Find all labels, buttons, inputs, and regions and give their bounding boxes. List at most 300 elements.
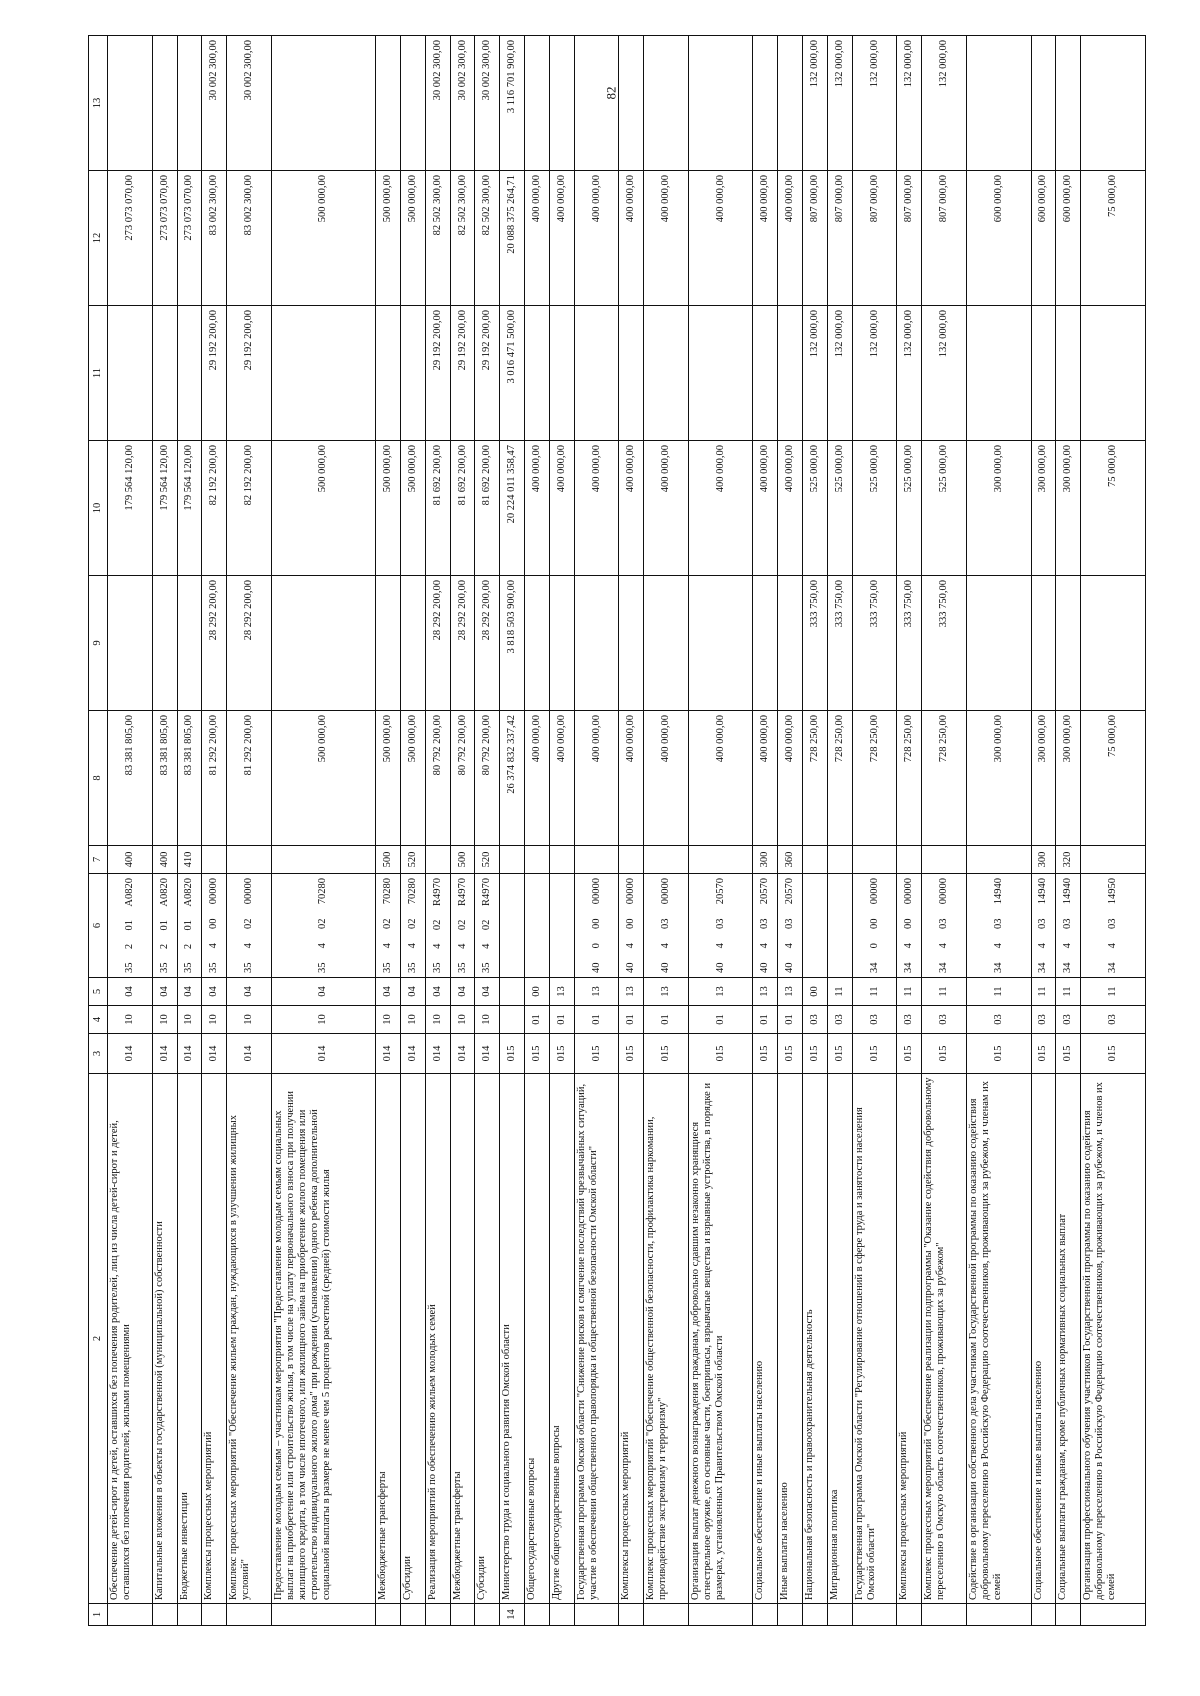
expense-type-cell (966, 846, 1031, 874)
target-article-part: R4970 (481, 878, 493, 907)
admin-code-cell: 015 (1056, 1034, 1081, 1074)
target-article-part: 4 (992, 943, 1004, 949)
expense-type-cell: 300 (753, 846, 778, 874)
target-article-parts (432, 877, 444, 974)
section-code-cell: 03 (827, 1006, 852, 1034)
amount-cell (152, 576, 177, 711)
expense-type-cell (852, 846, 897, 874)
description-cell: Другие общегосударственные вопросы (549, 1074, 574, 1604)
amount-cell (401, 306, 426, 441)
amount-cell (966, 576, 1031, 711)
row-number-cell (644, 1604, 689, 1626)
amount-cell: 728 250,00 (827, 711, 852, 846)
subsection-code-cell: 00 (525, 978, 550, 1006)
amount-cell: 400 000,00 (525, 441, 550, 576)
amount-cell: 525 000,00 (803, 441, 828, 576)
amount-cell (271, 306, 375, 441)
expense-type-cell (644, 846, 689, 874)
expense-type-cell: 300 (1031, 846, 1056, 874)
target-article-part: 14950 (1107, 878, 1119, 905)
amount-cell: 179 564 120,00 (152, 441, 177, 576)
page-number: 82 (603, 86, 619, 100)
target-article-part: 4 (660, 943, 672, 949)
admin-code-cell: 015 (574, 1034, 619, 1074)
table-row (753, 36, 778, 1626)
subsection-code-cell: 04 (376, 978, 401, 1006)
target-article-cell (966, 874, 1031, 978)
amount-cell: 3 016 471 500,00 (500, 306, 525, 441)
target-article-part: 14940 (1062, 878, 1074, 905)
expense-type-cell: 500 (376, 846, 401, 874)
target-article-part: 03 (660, 918, 672, 929)
target-article-part: 00 (625, 918, 637, 929)
expense-type-cell (688, 846, 753, 874)
row-number-cell (202, 1604, 227, 1626)
row-number-cell (1081, 1604, 1146, 1626)
amount-cell (644, 576, 689, 711)
target-article-cell (500, 874, 525, 978)
target-article-parts (993, 877, 1005, 974)
admin-code-cell: 015 (549, 1034, 574, 1074)
admin-code-cell: 014 (475, 1034, 500, 1074)
section-code-cell: 01 (688, 1006, 753, 1034)
amount-cell: 75 000,00 (1081, 441, 1146, 576)
amount-cell: 728 250,00 (922, 711, 967, 846)
amount-cell: 400 000,00 (619, 171, 644, 306)
table-row (376, 36, 401, 1626)
amount-cell: 81 692 200,00 (425, 441, 450, 576)
amount-cell: 273 073 070,00 (108, 171, 153, 306)
admin-code-cell: 015 (500, 1034, 525, 1074)
amount-cell: 28 292 200,00 (202, 576, 227, 711)
table-row (966, 36, 1031, 1626)
description-cell: Миграционная политика (827, 1074, 852, 1604)
target-article-part: 4 (759, 943, 771, 949)
amount-cell: 728 250,00 (852, 711, 897, 846)
amount-cell: 333 750,00 (897, 576, 922, 711)
target-article-part: 4 (1037, 943, 1049, 949)
amount-cell: 400 000,00 (619, 441, 644, 576)
description-cell: Комплексы процессных мероприятий (202, 1074, 227, 1604)
target-article-parts (159, 877, 171, 974)
target-article-cell (177, 874, 202, 978)
amount-cell: 75 000,00 (1081, 711, 1146, 846)
target-article-cell (753, 874, 778, 978)
amount-cell: 300 000,00 (966, 441, 1031, 576)
table-row (549, 36, 574, 1626)
amount-cell: 333 750,00 (827, 576, 852, 711)
subsection-code-cell: 00 (803, 978, 828, 1006)
target-article-part: 2 (183, 943, 195, 950)
target-article-parts (124, 877, 136, 974)
amount-cell: 29 192 200,00 (425, 306, 450, 441)
subsection-code-cell: 13 (619, 978, 644, 1006)
target-article-part: 35 (242, 962, 254, 973)
subsection-code-cell: 13 (644, 978, 689, 1006)
row-number-cell (549, 1604, 574, 1626)
amount-cell: 333 750,00 (803, 576, 828, 711)
target-article-parts (382, 877, 394, 974)
description-cell: Иные выплаты населению (778, 1074, 803, 1604)
target-article-part: 00000 (903, 878, 915, 905)
amount-cell: 81 292 200,00 (202, 711, 227, 846)
row-number-cell (177, 1604, 202, 1626)
amount-cell: 28 292 200,00 (475, 576, 500, 711)
target-article-part: 20570 (714, 878, 726, 905)
target-article-part: 03 (992, 918, 1004, 929)
amount-cell: 728 250,00 (897, 711, 922, 846)
target-article-part: 02 (317, 918, 329, 929)
amount-cell: 80 792 200,00 (450, 711, 475, 846)
table-row (1031, 36, 1056, 1626)
subsection-code-cell: 13 (688, 978, 753, 1006)
column-header: 7 (89, 846, 108, 874)
amount-cell: 30 002 300,00 (425, 36, 450, 171)
row-number-cell (475, 1604, 500, 1626)
description-cell: Межбюджетные трансферты (450, 1074, 475, 1604)
target-article-cell (549, 874, 574, 978)
section-code-cell: 10 (108, 1006, 153, 1034)
description-cell: Субсидии (475, 1074, 500, 1604)
amount-cell: 500 000,00 (401, 171, 426, 306)
table-row (1056, 36, 1081, 1626)
description-cell: Социальные выплаты гражданам, кроме публичных нормативных социальных выплат (1056, 1074, 1081, 1604)
amount-cell (1056, 576, 1081, 711)
section-code-cell: 03 (803, 1006, 828, 1034)
amount-cell: 333 750,00 (922, 576, 967, 711)
column-header: 13 (89, 36, 108, 171)
target-article-part: R4970 (456, 878, 468, 907)
amount-cell (619, 576, 644, 711)
amount-cell (1081, 306, 1146, 441)
row-number-cell (271, 1604, 375, 1626)
target-article-parts (903, 877, 915, 974)
description-cell: Обеспечение детей-сирот и детей, оставшихся без попечения родителей, лиц из числа детей-сирот и детей, оставшихся без попечения родителей, жилыми помещениями (108, 1074, 153, 1604)
column-header: 11 (89, 306, 108, 441)
amount-cell: 132 000,00 (827, 306, 852, 441)
admin-code-cell: 015 (922, 1034, 967, 1074)
expense-type-cell: 410 (177, 846, 202, 874)
description-cell: Государственная программа Омской области "Регулирование отношений в сфере труда и занятости населения Омской области" (852, 1074, 897, 1604)
amount-cell: 400 000,00 (549, 171, 574, 306)
amount-cell (177, 576, 202, 711)
row-number-cell (401, 1604, 426, 1626)
amount-cell: 400 000,00 (753, 711, 778, 846)
admin-code-cell: 014 (425, 1034, 450, 1074)
row-number-cell (619, 1604, 644, 1626)
target-article-part: 00000 (242, 878, 254, 905)
target-article-parts (407, 877, 419, 974)
row-number-cell (1031, 1604, 1056, 1626)
target-article-part: 35 (406, 962, 418, 973)
amount-cell: 400 000,00 (688, 441, 753, 576)
target-article-part: 02 (431, 919, 443, 931)
amount-cell: 600 000,00 (966, 171, 1031, 306)
expense-type-cell: 520 (401, 846, 426, 874)
amount-cell (753, 36, 778, 171)
section-code-cell: 10 (401, 1006, 426, 1034)
table-row (1081, 36, 1146, 1626)
amount-cell (1081, 576, 1146, 711)
amount-cell: 600 000,00 (1056, 171, 1081, 306)
amount-cell: 29 192 200,00 (202, 306, 227, 441)
target-article-parts (243, 877, 255, 974)
section-code-cell: 01 (574, 1006, 619, 1034)
row-number-cell (897, 1604, 922, 1626)
target-article-part: 0 (868, 943, 880, 949)
target-article-part: 2 (158, 943, 170, 950)
target-article-cell (778, 874, 803, 978)
amount-cell (1031, 306, 1056, 441)
target-article-cell (401, 874, 426, 978)
subsection-code-cell: 13 (778, 978, 803, 1006)
description-cell: Предоставление молодым семьям – участникам мероприятия "Предоставление молодым семьям социальных выплат на приобретение или строительство жилья, в том числе на уплату первоначального взноса при получении жилищного кредита, в том числе ипотечного, или жилищного займа на приобретение жилого помещения или строительство индивидуального жилого дома" при рождении (усыновлении) одного ребенка дополнительной социальной выплаты в размере не менее чем 5 процентов расчетной (средней) стоимости жилья (271, 1074, 375, 1604)
expense-type-cell: 320 (1056, 846, 1081, 874)
amount-cell: 30 002 300,00 (475, 36, 500, 171)
section-code-cell: 03 (966, 1006, 1031, 1034)
target-article-cell (227, 874, 272, 978)
amount-cell (401, 576, 426, 711)
table-row (271, 36, 375, 1626)
target-article-part: 03 (1062, 918, 1074, 929)
description-cell: Министерство труда и социального развития Омской области (500, 1074, 525, 1604)
amount-cell (549, 576, 574, 711)
column-header: 1 (89, 1604, 108, 1626)
target-article-part: 4 (1062, 943, 1074, 949)
amount-cell: 132 000,00 (827, 36, 852, 171)
amount-cell: 807 000,00 (827, 171, 852, 306)
amount-cell: 75 000,00 (1081, 171, 1146, 306)
amount-cell (376, 36, 401, 171)
target-article-part: 00000 (868, 878, 880, 905)
amount-cell: 400 000,00 (753, 171, 778, 306)
amount-cell: 81 692 200,00 (475, 441, 500, 576)
column-header: 8 (89, 711, 108, 846)
admin-code-cell: 015 (803, 1034, 828, 1074)
expense-type-cell (922, 846, 967, 874)
amount-cell: 82 192 200,00 (202, 441, 227, 576)
amount-cell: 132 000,00 (852, 36, 897, 171)
row-number-cell (108, 1604, 153, 1626)
description-cell: Общегосударственные вопросы (525, 1074, 550, 1604)
expense-type-cell (803, 846, 828, 874)
admin-code-cell: 014 (271, 1034, 375, 1074)
amount-cell: 400 000,00 (778, 171, 803, 306)
amount-cell (619, 306, 644, 441)
expense-type-cell (549, 846, 574, 874)
target-article-part: 35 (481, 962, 493, 973)
row-number-cell (803, 1604, 828, 1626)
target-article-parts (457, 877, 469, 974)
target-article-part: 00000 (660, 878, 672, 905)
row-number-cell (574, 1604, 619, 1626)
target-article-part: 40 (714, 962, 726, 973)
target-article-cell (1031, 874, 1056, 978)
column-header: 3 (89, 1034, 108, 1074)
target-article-part: A0820 (183, 878, 195, 907)
target-article-part: 00000 (208, 878, 220, 905)
description-cell: Национальная безопасность и правоохранительная деятельность (803, 1074, 828, 1604)
amount-cell: 500 000,00 (401, 441, 426, 576)
target-article-part: 03 (1037, 918, 1049, 929)
amount-cell: 132 000,00 (852, 306, 897, 441)
target-article-parts (183, 877, 195, 974)
amount-cell: 400 000,00 (753, 441, 778, 576)
amount-cell (688, 36, 753, 171)
expense-type-cell (202, 846, 227, 874)
amount-cell (778, 36, 803, 171)
amount-cell: 3 818 503 900,00 (500, 576, 525, 711)
subsection-code-cell: 04 (177, 978, 202, 1006)
amount-cell: 400 000,00 (525, 171, 550, 306)
row-number-cell (827, 1604, 852, 1626)
section-code-cell: 10 (152, 1006, 177, 1034)
subsection-code-cell: 04 (202, 978, 227, 1006)
admin-code-cell: 015 (753, 1034, 778, 1074)
row-number-cell (778, 1604, 803, 1626)
amount-cell: 500 000,00 (376, 711, 401, 846)
expense-type-cell: 500 (450, 846, 475, 874)
amount-cell: 83 002 300,00 (202, 171, 227, 306)
admin-code-cell: 014 (202, 1034, 227, 1074)
amount-cell: 300 000,00 (966, 711, 1031, 846)
target-article-cell (425, 874, 450, 978)
subsection-code-cell: 11 (1056, 978, 1081, 1006)
amount-cell (778, 306, 803, 441)
amount-cell: 807 000,00 (803, 171, 828, 306)
table-row (450, 36, 475, 1626)
target-article-parts (869, 877, 881, 974)
target-article-part: 35 (208, 962, 220, 973)
amount-cell: 132 000,00 (922, 36, 967, 171)
table-row (619, 36, 644, 1626)
amount-cell (108, 576, 153, 711)
section-code-cell: 03 (922, 1006, 967, 1034)
target-article-cell (152, 874, 177, 978)
amount-cell (271, 576, 375, 711)
row-number-cell: 14 (500, 1604, 525, 1626)
amount-cell: 179 564 120,00 (177, 441, 202, 576)
description-cell: Комплексы процессных мероприятий (619, 1074, 644, 1604)
admin-code-cell: 015 (1031, 1034, 1056, 1074)
target-article-part: 02 (406, 918, 418, 929)
amount-cell (1056, 36, 1081, 171)
section-code-cell (500, 1006, 525, 1034)
target-article-part: 35 (317, 962, 329, 973)
target-article-parts (1107, 877, 1119, 974)
target-article-part: 02 (382, 918, 394, 929)
amount-cell: 80 792 200,00 (425, 711, 450, 846)
amount-cell (525, 36, 550, 171)
amount-cell (549, 306, 574, 441)
target-article-parts (660, 877, 672, 974)
description-cell: Комплекс процессных мероприятий "Обеспечение реализации подпрограммы "Оказание содействия добровольному переселению в Омскую область соотечественников, проживающих за рубежом" (922, 1074, 967, 1604)
amount-cell: 400 000,00 (688, 171, 753, 306)
amount-cell (966, 36, 1031, 171)
target-article-part: R4970 (431, 878, 443, 907)
table-row (803, 36, 828, 1626)
amount-cell: 728 250,00 (803, 711, 828, 846)
amount-cell: 400 000,00 (778, 711, 803, 846)
amount-cell: 400 000,00 (549, 711, 574, 846)
table-row (525, 36, 550, 1626)
amount-cell: 132 000,00 (803, 36, 828, 171)
section-code-cell: 03 (1031, 1006, 1056, 1034)
table-row (827, 36, 852, 1626)
table-row (152, 36, 177, 1626)
target-article-cell (271, 874, 375, 978)
amount-cell: 300 000,00 (1031, 441, 1056, 576)
amount-cell: 807 000,00 (897, 171, 922, 306)
amount-cell: 82 502 300,00 (450, 171, 475, 306)
amount-cell: 3 116 701 900,00 (500, 36, 525, 171)
section-code-cell: 10 (227, 1006, 272, 1034)
column-header: 5 (89, 978, 108, 1006)
target-article-part: A0820 (123, 878, 135, 907)
admin-code-cell: 015 (778, 1034, 803, 1074)
subsection-code-cell: 11 (852, 978, 897, 1006)
amount-cell: 500 000,00 (401, 711, 426, 846)
row-number-cell (450, 1604, 475, 1626)
target-article-cell (108, 874, 153, 978)
description-cell: Содействие в организации собственного дела участникам Государственной программы по оказанию содействия добровольному переселению в Российскую Федерацию соотечественников, проживающих за рубежом, и членам их семей (966, 1074, 1031, 1604)
target-article-cell (574, 874, 619, 978)
target-article-part: 4 (406, 943, 418, 949)
amount-cell: 525 000,00 (827, 441, 852, 576)
row-number-cell (425, 1604, 450, 1626)
target-article-part: 4 (481, 943, 493, 949)
target-article-part: 4 (784, 943, 796, 949)
amount-cell: 400 000,00 (688, 711, 753, 846)
description-cell: Межбюджетные трансферты (376, 1074, 401, 1604)
amount-cell (401, 36, 426, 171)
amount-cell (177, 306, 202, 441)
target-article-part: 00000 (590, 878, 602, 905)
row-number-cell (1056, 1604, 1081, 1626)
amount-cell: 29 192 200,00 (227, 306, 272, 441)
section-code-cell: 10 (475, 1006, 500, 1034)
section-code-cell: 03 (1056, 1006, 1081, 1034)
target-article-parts (759, 877, 771, 974)
section-code-cell: 10 (376, 1006, 401, 1034)
subsection-code-cell: 11 (922, 978, 967, 1006)
table-row (202, 36, 227, 1626)
target-article-parts (317, 877, 329, 974)
amount-cell: 179 564 120,00 (108, 441, 153, 576)
amount-cell: 300 000,00 (1056, 441, 1081, 576)
target-article-part: 40 (625, 962, 637, 973)
target-article-part: A0820 (158, 878, 170, 907)
amount-cell: 400 000,00 (574, 171, 619, 306)
amount-cell: 273 073 070,00 (177, 171, 202, 306)
target-article-part: 01 (123, 920, 135, 931)
target-article-parts (784, 877, 796, 974)
target-article-part: 40 (660, 962, 672, 973)
admin-code-cell: 014 (177, 1034, 202, 1074)
target-article-part: 70280 (382, 878, 394, 905)
target-article-cell (525, 874, 550, 978)
target-article-part: 03 (1107, 918, 1119, 929)
table-row (852, 36, 897, 1626)
expense-type-cell (1081, 846, 1146, 874)
amount-cell: 29 192 200,00 (475, 306, 500, 441)
subsection-code-cell (500, 978, 525, 1006)
target-article-part: 4 (382, 943, 394, 949)
target-article-part: 02 (456, 919, 468, 931)
row-number-cell (152, 1604, 177, 1626)
admin-code-cell: 015 (644, 1034, 689, 1074)
description-cell: Организация профессионального обучения участников Государственной программы по оказанию содействия добровольному переселению в Российскую Федерацию соотечественников, проживающих за рубежом, и членов их семей (1081, 1074, 1146, 1604)
